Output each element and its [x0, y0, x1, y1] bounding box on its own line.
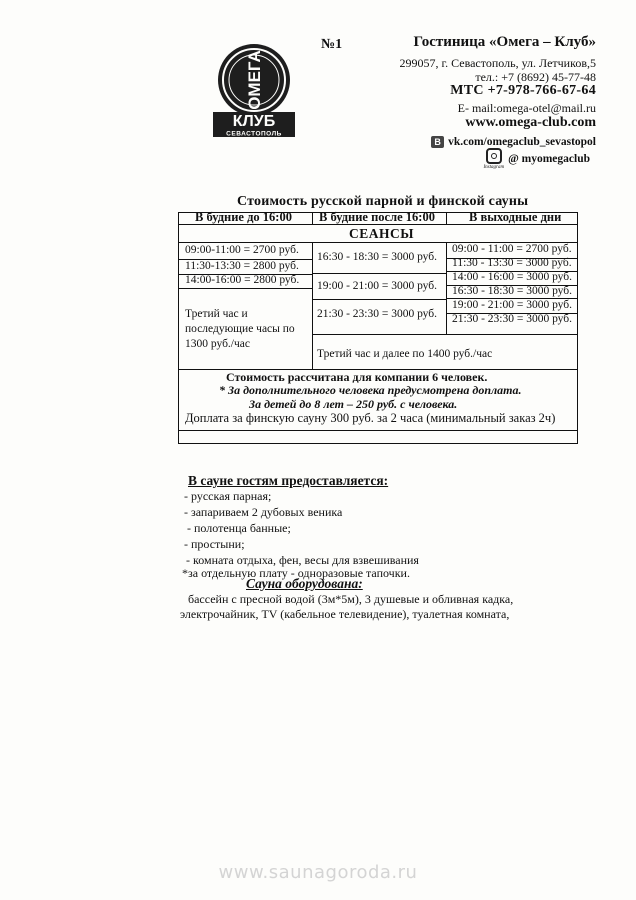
hotel-mobile: МТС +7-978-766-67-64	[450, 83, 596, 98]
weekday-morning-extra: Третий час и	[185, 308, 248, 320]
weekend-session: 11:30 - 13:30 = 3000 руб.	[452, 257, 572, 269]
hotel-title: Гостиница «Омега – Клуб»	[413, 34, 596, 50]
provided-item: - полотенца банные;	[187, 521, 291, 535]
note-children: За детей до 8 лет – 250 руб. с человека.	[249, 397, 458, 411]
note-extra-person: * За дополнительного человека предусмотрена доплата.	[219, 383, 522, 397]
weekday-evening-extra: Третий час и далее по 1400 руб./час	[317, 348, 493, 360]
document-number: №1	[321, 37, 343, 52]
hotel-address: 299057, г. Севастополь, ул. Летчиков,5	[399, 56, 596, 70]
weekend-session: 14:00 - 16:00 = 3000 руб.	[452, 271, 573, 283]
instagram-icon	[486, 148, 502, 164]
weekday-evening-session: 19:00 - 21:00 = 3000 руб.	[317, 280, 438, 292]
sessions-label: СЕАНСЫ	[349, 226, 415, 241]
instagram-caption: Instagram	[483, 165, 505, 170]
provided-item: - русская парная;	[184, 489, 272, 503]
hotel-website: www.omega-club.com	[465, 115, 596, 130]
equipment-line: электрочайник, TV (кабельное телевидение), туалетная комната,	[180, 607, 510, 621]
logo-word: ОМЕГА	[245, 50, 264, 110]
provided-item: *за отдельную плату - одноразовые тапочки.	[182, 566, 410, 580]
equipment-title: Сауна оборудована:	[246, 576, 363, 591]
price-table-title: Стоимость русской парной и финской сауны	[237, 194, 529, 209]
col-header-weekend: В выходные дни	[469, 210, 562, 224]
provided-item: - простыни;	[184, 537, 245, 551]
weekday-evening-session: 21:30 - 23:30 = 3000 руб.	[317, 308, 438, 320]
weekday-morning-extra: 1300 руб./час	[185, 338, 250, 350]
note-finnish-sauna: Доплата за финскую сауну 300 руб. за 2 часа (минимальный заказ 2ч)	[185, 411, 556, 425]
weekend-session: 16:30 - 18:30 = 3000 руб.	[452, 285, 573, 297]
weekend-session: 21:30 - 23:30 = 3000 руб.	[452, 313, 573, 325]
vk-icon: В	[431, 136, 444, 148]
col-header-weekday-morning: В будние до 16:00	[195, 210, 292, 224]
weekend-session: 09:00 - 11:00 = 2700 руб.	[452, 243, 572, 255]
equipment-line: бассейн с пресной водой (3м*5м), 3 душевые и обливная кадка,	[188, 592, 514, 606]
hotel-phone: тел.: +7 (8692) 45-77-48	[475, 70, 596, 84]
provided-item: - запариваем 2 дубовых веника	[184, 505, 343, 519]
logo-city: СЕВАСТОПОЛЬ	[226, 130, 282, 138]
weekday-morning-session: 11:30-13:30 = 2800 руб.	[185, 260, 299, 272]
instagram-link	[484, 148, 591, 170]
vk-link	[431, 136, 596, 148]
watermark: www.saunagoroda.ru	[218, 862, 418, 883]
provided-item: - комната отдыха, фен, весы для взвешивания	[186, 553, 419, 567]
logo-club: КЛУБ	[232, 113, 276, 130]
weekday-morning-session: 14:00-16:00 = 2800 руб.	[185, 274, 300, 286]
provided-title: В сауне гостям предоставляется:	[188, 473, 389, 488]
price-table	[178, 212, 578, 444]
weekday-morning-extra: последующие часы по	[185, 323, 295, 335]
weekday-morning-session: 09:00-11:00 = 2700 руб.	[185, 244, 299, 256]
weekday-evening-session: 16:30 - 18:30 = 3000 руб.	[317, 251, 438, 263]
hotel-email: E- mail:omega-otel@mail.ru	[457, 101, 596, 115]
instagram-handle: @ myomegaclub	[508, 153, 590, 165]
vk-text: vk.com/omegaclub_sevastopol	[448, 136, 596, 148]
weekend-session: 19:00 - 21:00 = 3000 руб.	[452, 299, 573, 311]
note-company-size: Стоимость рассчитана для компании 6 человек.	[226, 370, 488, 384]
omega-club-logo	[205, 40, 303, 140]
col-header-weekday-evening: В будние после 16:00	[319, 210, 435, 224]
